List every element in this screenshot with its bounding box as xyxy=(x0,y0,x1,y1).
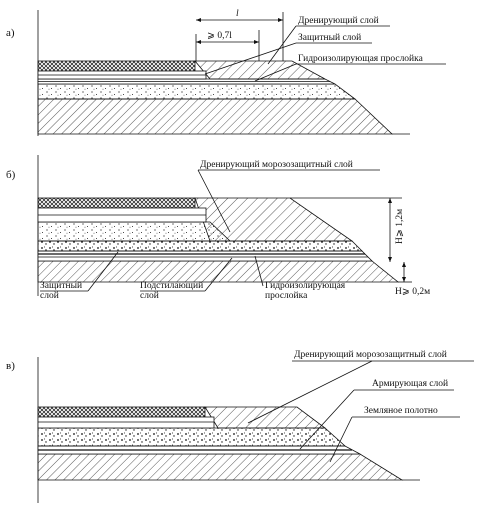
label-protect-2: слой xyxy=(40,291,59,301)
panel-b-marker: б) xyxy=(6,169,16,181)
label-arm: Армирующая слой xyxy=(372,379,449,389)
label-hydro-b-1: Гидроизолирующая xyxy=(265,281,346,291)
leader-drain xyxy=(268,26,296,64)
label-under-1: Подстилающий xyxy=(140,281,204,291)
label-drain-layer: Дренирующий слой xyxy=(298,16,379,26)
panel-c xyxy=(6,349,474,503)
panel-b-subgrade xyxy=(38,261,398,282)
panel-a-marker: а) xyxy=(6,27,15,39)
panel-a-sand-layer xyxy=(38,84,355,99)
panel-a xyxy=(6,9,446,136)
leader-frost-c xyxy=(248,361,372,423)
label-frost-layer: Дренирующий морозозащитный слой xyxy=(200,160,353,170)
panel-c-base xyxy=(38,417,214,428)
panel-b xyxy=(6,155,430,301)
panel-c-drainage-layer xyxy=(205,407,325,428)
panel-c-pavement xyxy=(38,407,205,417)
dim-l-label: l xyxy=(236,9,239,19)
label-frost-c: Дренирующий морозозащитный слой xyxy=(294,350,447,360)
panel-b-sand-layer xyxy=(38,222,230,241)
panel-c-marker: в) xyxy=(6,360,15,372)
label-hydro-b-2: прослойка xyxy=(265,291,308,301)
panel-a-pavement xyxy=(38,61,195,71)
panel-c-frost-band xyxy=(38,428,345,446)
panel-c-subgrade xyxy=(38,454,402,480)
dim-07l-label: ⩾ 0,7l xyxy=(207,31,232,41)
label-hydro-layer: Гидроизолирующая прослойка xyxy=(298,54,423,64)
panel-a-subgrade xyxy=(38,99,392,134)
panel-b-dotted-band xyxy=(38,241,362,251)
label-earth: Земляное полотно xyxy=(364,406,438,416)
label-h12: H⩾ 1,2м xyxy=(395,208,405,244)
label-protect-layer: Защитный слой xyxy=(298,33,362,43)
label-h02: H⩾ 0,2м xyxy=(395,287,431,297)
panel-b-underlayer xyxy=(38,251,372,261)
label-protect-1: Защитный xyxy=(40,281,83,291)
label-under-2: слой xyxy=(140,291,159,301)
panel-b-pavement xyxy=(38,198,195,208)
